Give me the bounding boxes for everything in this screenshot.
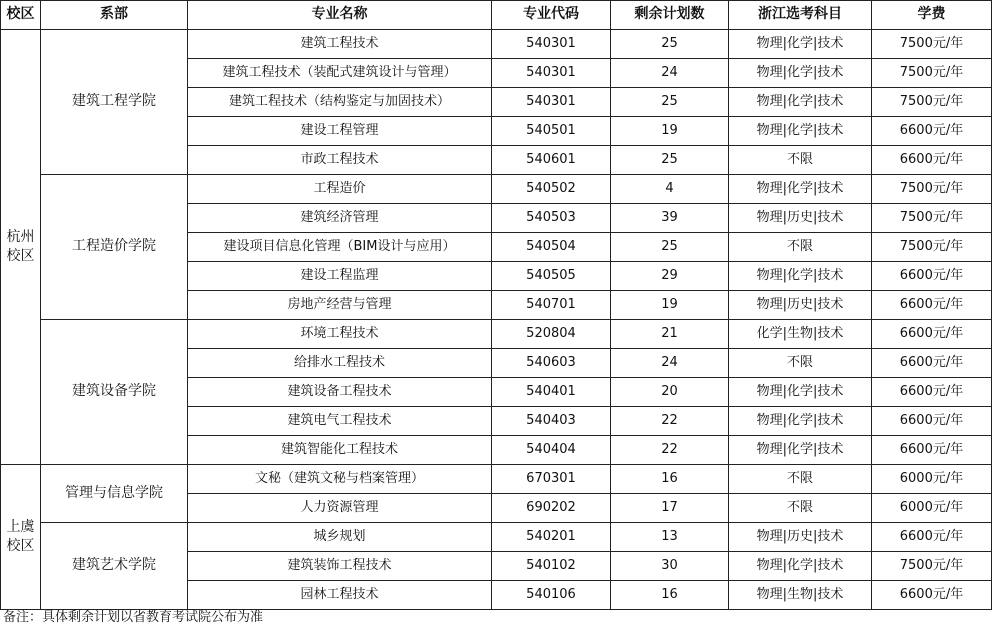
major-name-cell: 房地产经营与管理 (188, 291, 492, 320)
major-name-cell: 建筑经济管理 (188, 204, 492, 233)
remaining-quota-cell: 24 (611, 349, 729, 378)
remaining-quota-cell: 20 (611, 378, 729, 407)
major-name-cell: 文秘（建筑文秘与档案管理） (188, 465, 492, 494)
major-name-cell: 建筑智能化工程技术 (188, 436, 492, 465)
header-exam-subjects: 浙江选考科目 (729, 1, 872, 30)
major-name-cell: 建筑工程技术（结构鉴定与加固技术） (188, 88, 492, 117)
major-code-cell: 540502 (492, 175, 611, 204)
major-code-cell: 670301 (492, 465, 611, 494)
tuition-cell: 7500元/年 (872, 552, 992, 581)
major-code-cell: 540301 (492, 88, 611, 117)
department-cell: 建筑设备学院 (41, 320, 188, 465)
tuition-cell: 6600元/年 (872, 117, 992, 146)
tuition-cell: 6600元/年 (872, 378, 992, 407)
tuition-cell: 6600元/年 (872, 291, 992, 320)
remaining-quota-cell: 16 (611, 581, 729, 610)
footnote: 备注：具体剩余计划以省教育考试院公布为准 (3, 610, 264, 625)
major-name-cell: 建筑工程技术（装配式建筑设计与管理） (188, 59, 492, 88)
exam-subjects-cell: 物理|化学|技术 (729, 262, 872, 291)
remaining-quota-cell: 29 (611, 262, 729, 291)
tuition-cell: 7500元/年 (872, 233, 992, 262)
major-name-cell: 建筑工程技术 (188, 30, 492, 59)
remaining-quota-cell: 13 (611, 523, 729, 552)
remaining-quota-cell: 39 (611, 204, 729, 233)
tuition-cell: 6600元/年 (872, 436, 992, 465)
exam-subjects-cell: 物理|化学|技术 (729, 407, 872, 436)
remaining-quota-cell: 21 (611, 320, 729, 349)
major-code-cell: 540201 (492, 523, 611, 552)
major-name-cell: 工程造价 (188, 175, 492, 204)
tuition-cell: 7500元/年 (872, 204, 992, 233)
department-cell: 管理与信息学院 (41, 465, 188, 523)
exam-subjects-cell: 物理|生物|技术 (729, 581, 872, 610)
header-department: 系部 (41, 1, 188, 30)
header-campus: 校区 (1, 1, 41, 30)
exam-subjects-cell: 物理|化学|技术 (729, 552, 872, 581)
exam-subjects-cell: 物理|化学|技术 (729, 30, 872, 59)
major-code-cell: 540106 (492, 581, 611, 610)
major-code-cell: 540401 (492, 378, 611, 407)
tuition-cell: 6600元/年 (872, 407, 992, 436)
exam-subjects-cell: 物理|化学|技术 (729, 378, 872, 407)
tuition-cell: 6000元/年 (872, 494, 992, 523)
exam-subjects-cell: 物理|历史|技术 (729, 291, 872, 320)
exam-subjects-cell: 不限 (729, 465, 872, 494)
major-name-cell: 环境工程技术 (188, 320, 492, 349)
remaining-quota-cell: 25 (611, 233, 729, 262)
major-name-cell: 给排水工程技术 (188, 349, 492, 378)
major-code-cell: 540102 (492, 552, 611, 581)
exam-subjects-cell: 不限 (729, 494, 872, 523)
remaining-quota-cell: 19 (611, 291, 729, 320)
tuition-cell: 7500元/年 (872, 30, 992, 59)
tuition-cell: 6600元/年 (872, 349, 992, 378)
major-code-cell: 540701 (492, 291, 611, 320)
major-code-cell: 540503 (492, 204, 611, 233)
tuition-cell: 7500元/年 (872, 88, 992, 117)
remaining-quota-cell: 17 (611, 494, 729, 523)
tuition-cell: 6600元/年 (872, 146, 992, 175)
department-cell: 建筑工程学院 (41, 30, 188, 175)
department-cell: 建筑艺术学院 (41, 523, 188, 610)
tuition-cell: 7500元/年 (872, 175, 992, 204)
table-row (1, 30, 992, 59)
major-name-cell: 城乡规划 (188, 523, 492, 552)
table-row (1, 320, 992, 349)
remaining-quota-cell: 22 (611, 407, 729, 436)
remaining-quota-cell: 24 (611, 59, 729, 88)
department-cell: 工程造价学院 (41, 175, 188, 320)
major-code-cell: 540404 (492, 436, 611, 465)
remaining-quota-cell: 25 (611, 88, 729, 117)
major-code-cell: 540301 (492, 59, 611, 88)
remaining-quota-cell: 22 (611, 436, 729, 465)
major-code-cell: 540603 (492, 349, 611, 378)
header-tuition: 学费 (872, 1, 992, 30)
remaining-quota-cell: 25 (611, 30, 729, 59)
exam-subjects-cell: 物理|化学|技术 (729, 436, 872, 465)
major-code-cell: 690202 (492, 494, 611, 523)
tuition-cell: 6600元/年 (872, 262, 992, 291)
remaining-quota-cell: 25 (611, 146, 729, 175)
major-name-cell: 建筑设备工程技术 (188, 378, 492, 407)
major-name-cell: 园林工程技术 (188, 581, 492, 610)
major-code-cell: 540504 (492, 233, 611, 262)
major-code-cell: 520804 (492, 320, 611, 349)
major-code-cell: 540501 (492, 117, 611, 146)
exam-subjects-cell: 物理|化学|技术 (729, 88, 872, 117)
major-name-cell: 建设工程监理 (188, 262, 492, 291)
remaining-quota-cell: 30 (611, 552, 729, 581)
table-row (1, 523, 992, 552)
major-code-cell: 540505 (492, 262, 611, 291)
major-name-cell: 建设工程管理 (188, 117, 492, 146)
campus-cell: 杭州 校区 (1, 30, 41, 465)
tuition-cell: 6000元/年 (872, 465, 992, 494)
major-code-cell: 540403 (492, 407, 611, 436)
major-name-cell: 人力资源管理 (188, 494, 492, 523)
exam-subjects-cell: 化学|生物|技术 (729, 320, 872, 349)
major-name-cell: 市政工程技术 (188, 146, 492, 175)
major-code-cell: 540301 (492, 30, 611, 59)
major-name-cell: 建设项目信息化管理（BIM设计与应用） (188, 233, 492, 262)
major-name-cell: 建筑电气工程技术 (188, 407, 492, 436)
table-row (1, 175, 992, 204)
tuition-cell: 6600元/年 (872, 581, 992, 610)
header-remaining-quota: 剩余计划数 (611, 1, 729, 30)
exam-subjects-cell: 物理|历史|技术 (729, 204, 872, 233)
header-major-name: 专业名称 (188, 1, 492, 30)
remaining-quota-cell: 4 (611, 175, 729, 204)
exam-subjects-cell: 物理|化学|技术 (729, 175, 872, 204)
major-code-cell: 540601 (492, 146, 611, 175)
exam-subjects-cell: 不限 (729, 233, 872, 262)
remaining-quota-cell: 19 (611, 117, 729, 146)
tuition-cell: 7500元/年 (872, 59, 992, 88)
campus-cell: 上虞 校区 (1, 465, 41, 610)
exam-subjects-cell: 物理|化学|技术 (729, 117, 872, 146)
exam-subjects-cell: 物理|化学|技术 (729, 59, 872, 88)
exam-subjects-cell: 不限 (729, 349, 872, 378)
table-row (1, 465, 992, 494)
exam-subjects-cell: 物理|历史|技术 (729, 523, 872, 552)
major-name-cell: 建筑装饰工程技术 (188, 552, 492, 581)
header-major-code: 专业代码 (492, 1, 611, 30)
remaining-quota-cell: 16 (611, 465, 729, 494)
exam-subjects-cell: 不限 (729, 146, 872, 175)
tuition-cell: 6600元/年 (872, 523, 992, 552)
header-row (1, 1, 992, 30)
tuition-cell: 6600元/年 (872, 320, 992, 349)
table-body (1, 30, 992, 610)
